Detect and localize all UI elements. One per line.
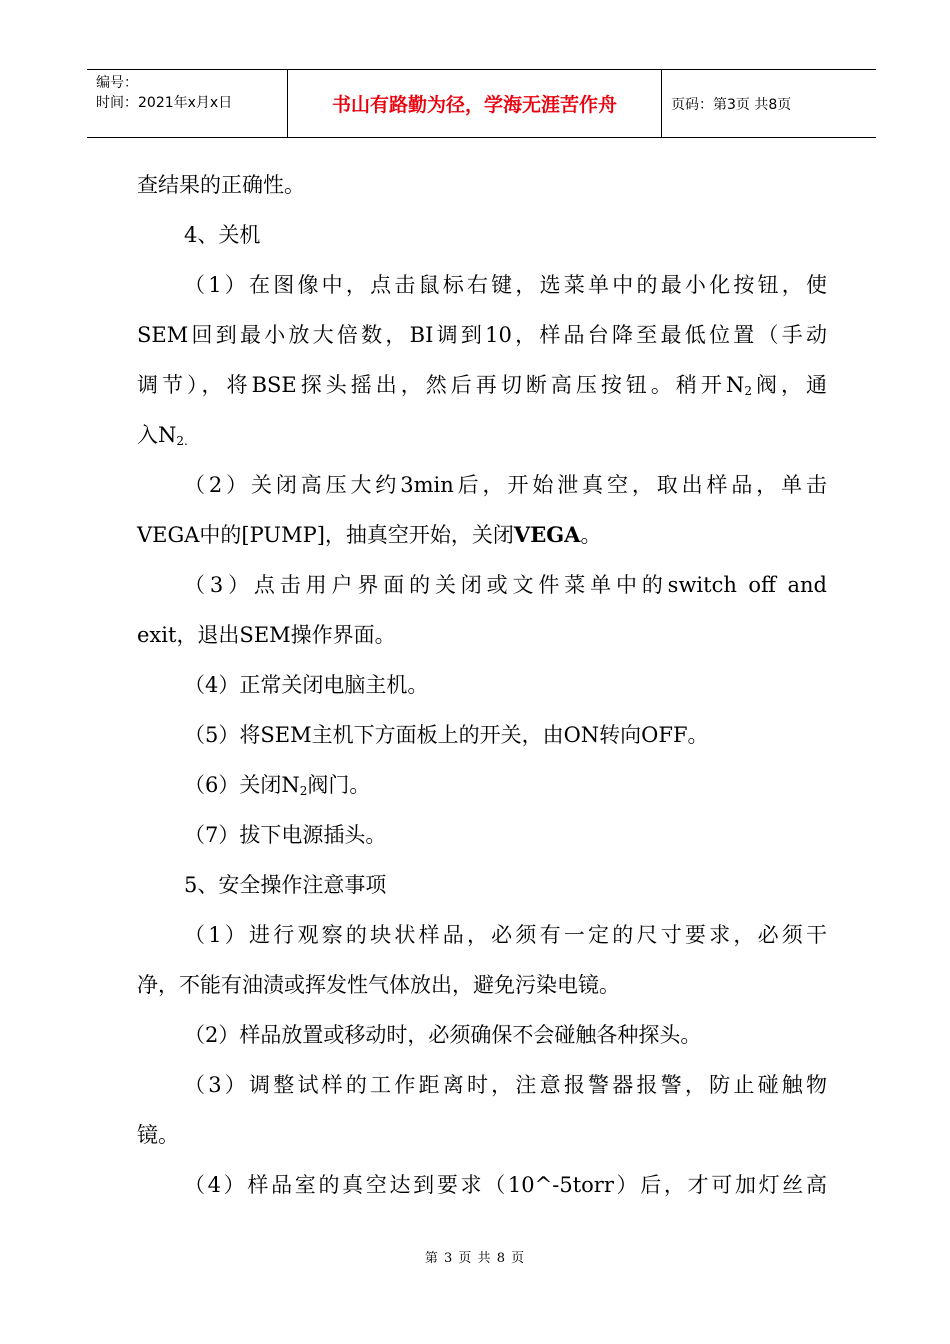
text-line: （4）样品室的真空达到要求（10^-5torr）后，才可加灯丝高 <box>184 1173 827 1197</box>
text-span: 。 <box>580 523 602 547</box>
section-heading-safety: 5、安全操作注意事项 <box>184 873 387 897</box>
number-label: 编号： <box>96 75 138 91</box>
text-line: （1）在图像中，点击鼠标右键，选菜单中的最小化按钮，使 <box>184 273 827 297</box>
document-body <box>137 160 827 1210</box>
header-motto: 书山有路勤为径，学海无涯苦作舟 <box>331 94 617 116</box>
text-line <box>137 410 827 460</box>
text-span: 调节），将BSE探头摇出，然后再切断高压按钮。稍开N <box>137 373 745 397</box>
text-line: SEM回到最小放大倍数，BI调到10，样品台降至最低位置（手动 <box>137 323 827 347</box>
text-line: （7）拔下电源插头。 <box>184 823 387 847</box>
text-line: 镜。 <box>137 1123 179 1147</box>
text-line <box>137 610 827 660</box>
text-line: （1）进行观察的块状样品，必须有一定的尺寸要求，必须干 <box>184 923 827 947</box>
text-line: （4）正常关闭电脑主机。 <box>184 673 429 697</box>
page-footer: 第 3 页 共 8 页 <box>424 1251 526 1266</box>
text-span: VEGA中的[PUMP]，抽真空开始，关闭 <box>137 523 514 547</box>
text-line: 净，不能有油渍或挥发性气体放出，避免污染电镜。 <box>137 973 620 997</box>
time-label: 时间：2021年x月x日 <box>96 95 233 111</box>
header-meta <box>96 73 232 113</box>
text-span: ，退出SEM操作界面。 <box>176 623 396 647</box>
text-span: 阀门。 <box>307 773 371 797</box>
text-line <box>137 360 827 410</box>
text-line <box>137 510 827 560</box>
text-span: exit <box>137 623 177 647</box>
header-divider-right <box>661 70 662 137</box>
subscript: 2 <box>299 784 308 798</box>
page-header <box>87 69 876 138</box>
section-heading-shutdown: 4、关机 <box>184 223 261 247</box>
text-line: （2）关闭高压大约3min后，开始泄真空，取出样品，单击 <box>184 473 827 497</box>
text-span: （6）关闭N <box>184 773 300 797</box>
header-page-code: 页码：第3页 共8页 <box>671 96 792 113</box>
text-line: （5）将SEM主机下方面板上的开关，由ON转向OFF。 <box>184 723 709 747</box>
subscript: 2. <box>176 434 188 448</box>
text-line: （3）调整试样的工作距离时，注意报警器报警，防止碰触物 <box>184 1073 827 1097</box>
text-line: （3）点击用户界面的关闭或文件菜单中的switch off and <box>184 573 827 597</box>
subscript: 2 <box>744 384 752 398</box>
bold-text: VEGA <box>513 522 581 547</box>
text-span: 入N <box>137 423 177 447</box>
text-line: （2）样品放置或移动时，必须确保不会碰触各种探头。 <box>184 1023 702 1047</box>
text-span: 阀，通 <box>751 373 827 397</box>
text-line: 查结果的正确性。 <box>137 173 305 197</box>
text-line <box>137 760 827 810</box>
